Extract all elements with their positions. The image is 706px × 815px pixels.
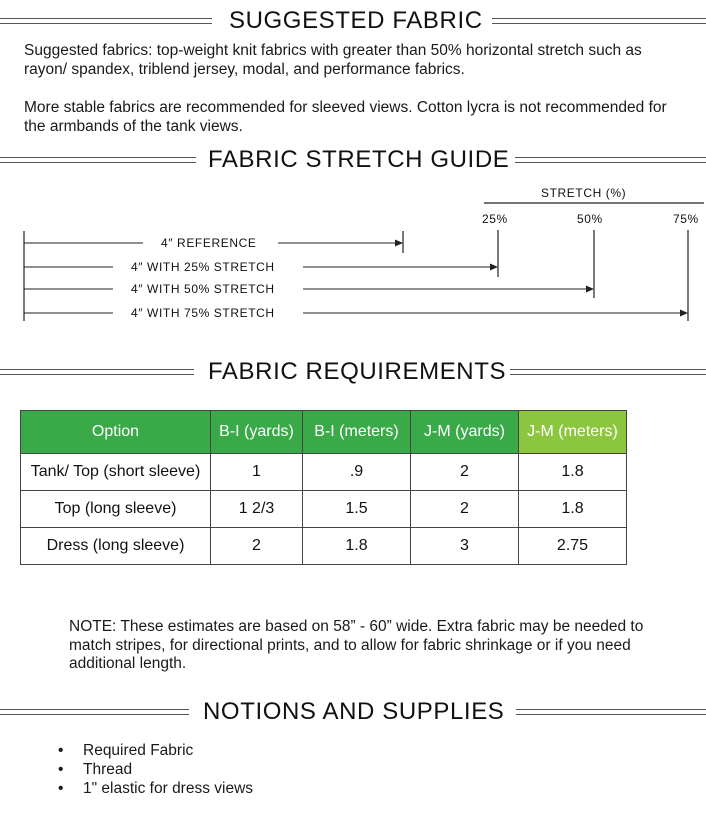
table-cell: 1 2/3 xyxy=(211,491,303,528)
section-title: SUGGESTED FABRIC xyxy=(229,7,483,34)
heading-rule-left xyxy=(0,369,194,375)
arrowhead xyxy=(680,310,688,317)
bullet-icon: • xyxy=(58,742,64,759)
heading-suggested-fabric xyxy=(0,7,706,35)
bullet-icon: • xyxy=(58,761,64,778)
table-cell-option: Top (long sleeve) xyxy=(21,491,211,528)
list-item xyxy=(58,779,253,798)
table-cell: 1.8 xyxy=(519,491,627,528)
column-header-jm-meters: J-M (meters) xyxy=(519,411,627,454)
bullet-icon: • xyxy=(58,780,64,797)
column-header-jm-yards: J-M (yards) xyxy=(411,411,519,454)
heading-notions-supplies xyxy=(0,698,706,726)
table-header-row xyxy=(21,411,627,454)
list-item-label: 1" elastic for dress views xyxy=(83,780,254,797)
arrowhead xyxy=(490,264,498,271)
stretch-row-label-50: 4″ WITH 50% STRETCH xyxy=(131,282,275,296)
stretch-guide-diagram xyxy=(0,175,706,325)
table-cell: 2 xyxy=(411,454,519,491)
column-header-bi-meters: B-I (meters) xyxy=(303,411,411,454)
arrowhead xyxy=(586,286,594,293)
column-header-bi-yards: B-I (yards) xyxy=(211,411,303,454)
table-cell: 1.5 xyxy=(303,491,411,528)
heading-rule-right xyxy=(515,157,706,163)
list-item xyxy=(58,760,253,779)
fabric-requirements-table xyxy=(20,410,627,565)
stretch-tick-label: 75% xyxy=(673,212,699,226)
table-row xyxy=(21,454,627,491)
table-cell: 2 xyxy=(411,491,519,528)
table-row xyxy=(21,491,627,528)
stretch-row-label-reference: 4″ REFERENCE xyxy=(161,236,257,250)
table-cell: .9 xyxy=(303,454,411,491)
stretch-tick-label: 25% xyxy=(482,212,508,226)
table-cell: 2 xyxy=(211,528,303,565)
stretch-scale-label: STRETCH (%) xyxy=(541,186,627,200)
table-row xyxy=(21,528,627,565)
heading-rule-left xyxy=(0,157,196,163)
heading-rule-right xyxy=(492,18,706,24)
section-title: FABRIC STRETCH GUIDE xyxy=(208,146,510,173)
fabric-estimate-note: NOTE: These estimates are based on 58” - 60” wide. Extra fabric may be needed to match stripes, for directional prints, and to allow for fabric shrinkage or if you need additional length. xyxy=(69,618,644,672)
heading-stretch-guide xyxy=(0,146,706,174)
table-cell: 1.8 xyxy=(303,528,411,565)
suggested-fabrics-paragraph: Suggested fabrics: top-weight knit fabrics with greater than 50% horizontal stretch such as rayon/ spandex, triblend jersey, modal, and performance fabrics. xyxy=(24,42,642,78)
stretch-row-label-25: 4″ WITH 25% STRETCH xyxy=(131,260,275,274)
stretch-tick-label: 50% xyxy=(577,212,603,226)
table-cell: 2.75 xyxy=(519,528,627,565)
table-cell: 1.8 xyxy=(519,454,627,491)
arrowhead xyxy=(395,240,403,247)
heading-rule-right xyxy=(516,709,706,715)
table-cell-option: Dress (long sleeve) xyxy=(21,528,211,565)
supplies-list xyxy=(58,741,253,798)
table-cell: 3 xyxy=(411,528,519,565)
heading-rule-right xyxy=(510,369,706,375)
section-title: NOTIONS AND SUPPLIES xyxy=(203,698,505,725)
heading-rule-left xyxy=(0,18,212,24)
heading-rule-left xyxy=(0,709,189,715)
section-title: FABRIC REQUIREMENTS xyxy=(208,358,507,385)
column-header-option: Option xyxy=(21,411,211,454)
list-item xyxy=(58,741,253,760)
stable-fabrics-paragraph: More stable fabrics are recommended for sleeved views. Cotton lycra is not recommended for the armbands of the tank views. xyxy=(24,99,667,135)
stretch-row-label-75: 4″ WITH 75% STRETCH xyxy=(131,306,275,320)
list-item-label: Required Fabric xyxy=(83,742,194,759)
heading-fabric-requirements xyxy=(0,358,706,386)
list-item-label: Thread xyxy=(83,761,133,778)
table-cell-option: Tank/ Top (short sleeve) xyxy=(21,454,211,491)
table-cell: 1 xyxy=(211,454,303,491)
